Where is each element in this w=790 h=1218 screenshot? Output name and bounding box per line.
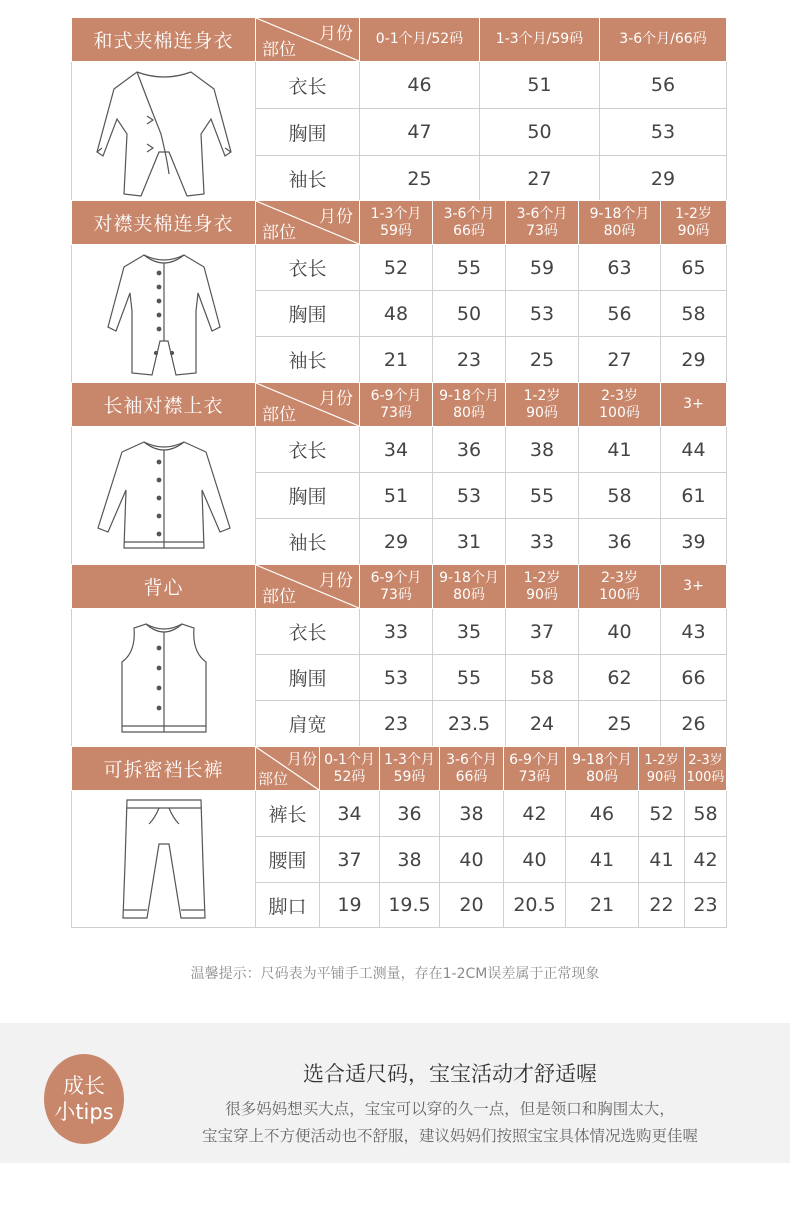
age-range: 9-18个月: [439, 569, 499, 586]
measure-value: 39: [661, 519, 727, 565]
corner-part-label: 部位: [262, 40, 296, 60]
age-range: 1-2岁: [523, 387, 561, 404]
measure-value: 34: [320, 791, 380, 837]
measure-value: 41: [566, 837, 639, 883]
age-range: 1-2岁: [675, 205, 712, 222]
header-corner: [256, 18, 360, 62]
measure-value: 36: [579, 519, 661, 565]
measure-value: 19.5: [380, 883, 440, 928]
age-range: 9-18个月: [589, 205, 650, 222]
size-code: 80码: [586, 768, 618, 785]
measure-value: 59: [506, 245, 579, 291]
size-column-header: [661, 565, 727, 609]
measure-value: 20: [440, 883, 504, 928]
header-corner: [256, 383, 360, 427]
measure-value: 40: [579, 609, 661, 655]
measure-value: 42: [685, 837, 727, 883]
measure-value: 46: [566, 791, 639, 837]
size-column-header: [433, 383, 506, 427]
measure-value: 47: [360, 109, 480, 156]
measure-value: 51: [480, 62, 600, 109]
measure-value: 41: [639, 837, 685, 883]
romper-outline-icon: [104, 249, 224, 379]
size-code: 80码: [603, 222, 636, 239]
size-code: 73码: [526, 222, 558, 239]
measure-label: 脚口: [256, 883, 320, 928]
corner-month-label: 月份: [319, 389, 353, 409]
measure-value: 22: [639, 883, 685, 928]
size-column-header: [433, 201, 506, 245]
measure-label: 胸围: [256, 655, 360, 701]
tips-line-1: 很多妈妈想买大点，宝宝可以穿的久一点，但是领口和胸围太大，: [225, 1100, 675, 1118]
measure-label: 袖长: [256, 156, 360, 202]
size-table-vest: [71, 564, 727, 747]
size-column-header: [320, 747, 380, 791]
measure-value: 29: [360, 519, 433, 565]
measure-value: 55: [506, 473, 579, 519]
size-code: 80码: [453, 586, 485, 603]
measure-value: 20.5: [504, 883, 566, 928]
size-column-header: [661, 383, 727, 427]
corner-month-label: 月份: [286, 750, 317, 768]
measure-value: 44: [661, 427, 727, 473]
age-range: 3-6个月: [446, 751, 497, 768]
size-column-header: [579, 201, 661, 245]
measure-value: 56: [600, 62, 727, 109]
age-range: 1-2岁: [523, 569, 561, 586]
size-code: 90码: [646, 769, 677, 785]
size-table-long-sleeve-top: [71, 382, 727, 565]
vest-outline-icon: [114, 618, 214, 738]
measure-value: 35: [433, 609, 506, 655]
size-code: 90码: [526, 404, 558, 421]
measure-value: 53: [506, 291, 579, 337]
measurement-note: 温馨提示：尺码表为平铺手工测量，存在1-2CM误差属于正常现象: [190, 966, 600, 982]
measure-value: 58: [506, 655, 579, 701]
measure-value: 36: [380, 791, 440, 837]
measure-value: 38: [380, 837, 440, 883]
size-column-header: [639, 747, 685, 791]
measure-value: 55: [433, 655, 506, 701]
product-name: 和式夹棉连身衣: [72, 18, 256, 62]
size-table-front-open-romper: [71, 200, 727, 383]
measure-value: 58: [661, 291, 727, 337]
product-name: 长袖对襟上衣: [72, 383, 256, 427]
size-code: 52码: [333, 768, 366, 785]
size-column-header: [685, 747, 727, 791]
size-code: 66码: [453, 222, 485, 239]
romper-outline-icon: [89, 64, 239, 199]
measure-value: 25: [360, 156, 480, 202]
measure-value: 37: [506, 609, 579, 655]
measure-value: 63: [579, 245, 661, 291]
corner-part-label: 部位: [258, 770, 289, 788]
measure-value: 65: [661, 245, 727, 291]
product-name: 对襟夹棉连身衣: [72, 201, 256, 245]
measure-value: 53: [433, 473, 506, 519]
age-range: 2-3岁: [688, 752, 723, 768]
measure-value: 24: [506, 701, 579, 747]
size-column-header: [440, 747, 504, 791]
age-range: 1-3个月: [370, 205, 422, 222]
age-range: 3-6个月: [443, 205, 495, 222]
corner-month-label: 月份: [319, 24, 353, 44]
measure-value: 40: [504, 837, 566, 883]
measure-value: 33: [506, 519, 579, 565]
size-column-header: [579, 383, 661, 427]
long-sleeve-top-illustration: [72, 427, 256, 565]
measure-label: 袖长: [256, 519, 360, 565]
measure-value: 62: [579, 655, 661, 701]
measure-label: 衣长: [256, 62, 360, 109]
measure-value: 53: [360, 655, 433, 701]
age-range: 1-2岁: [644, 752, 679, 768]
corner-month-label: 月份: [319, 571, 353, 591]
age-range: 2-3岁: [601, 569, 638, 586]
age-range: 3+: [683, 578, 704, 594]
pants-illustration: [72, 791, 256, 928]
size-table-kimono-romper: [71, 17, 727, 202]
size-column-header: [504, 747, 566, 791]
size-column-header: [506, 383, 579, 427]
measure-value: 58: [685, 791, 727, 837]
age-range: 2-3岁: [601, 387, 638, 404]
header-corner: [256, 565, 360, 609]
measure-value: 25: [579, 701, 661, 747]
measure-value: 21: [566, 883, 639, 928]
corner-part-label: 部位: [262, 405, 296, 425]
size-column-header: [360, 383, 433, 427]
measure-value: 55: [433, 245, 506, 291]
tips-line-2: 宝宝穿上不方便活动也不舒服，建议妈妈们按照宝宝具体情况选购更佳喔: [201, 1127, 698, 1145]
size-column-header: [433, 565, 506, 609]
age-range: 3-6个月: [516, 205, 568, 222]
measure-label: 肩宽: [256, 701, 360, 747]
size-code: 100码: [599, 586, 640, 603]
size-column-header: [380, 747, 440, 791]
measure-value: 58: [579, 473, 661, 519]
measure-value: 41: [579, 427, 661, 473]
measure-label: 衣长: [256, 245, 360, 291]
size-code: 90码: [526, 586, 558, 603]
corner-part-label: 部位: [262, 223, 296, 243]
age-range: 9-18个月: [439, 387, 499, 404]
measure-label: 衣长: [256, 609, 360, 655]
measure-value: 50: [480, 109, 600, 156]
size-column-header: [360, 201, 433, 245]
measure-value: 23: [360, 701, 433, 747]
tips-badge-line2: 小tips: [54, 1100, 114, 1124]
size-code: 59码: [380, 222, 412, 239]
size-column-header: [360, 565, 433, 609]
kimono-romper-illustration: [72, 62, 256, 202]
size-code: 73码: [380, 586, 412, 603]
measure-label: 胸围: [256, 109, 360, 156]
measure-value: 40: [440, 837, 504, 883]
measure-value: 31: [433, 519, 506, 565]
measure-value: 29: [661, 337, 727, 383]
header-corner: [256, 747, 320, 791]
measure-value: 46: [360, 62, 480, 109]
vest-illustration: [72, 609, 256, 747]
size-code: 66码: [455, 768, 488, 785]
measure-value: 26: [661, 701, 727, 747]
product-name: 可拆密裆长裤: [72, 747, 256, 791]
age-range: 9-18个月: [572, 751, 632, 768]
measure-value: 66: [661, 655, 727, 701]
measure-value: 52: [639, 791, 685, 837]
size-column-header: [506, 201, 579, 245]
measure-label: 衣长: [256, 427, 360, 473]
measure-label: 袖长: [256, 337, 360, 383]
size-code: 100码: [686, 769, 725, 785]
measure-value: 56: [579, 291, 661, 337]
measure-label: 胸围: [256, 473, 360, 519]
measure-value: 43: [661, 609, 727, 655]
measure-value: 19: [320, 883, 380, 928]
header-corner: [256, 201, 360, 245]
measure-value: 36: [433, 427, 506, 473]
measure-value: 38: [506, 427, 579, 473]
measure-value: 52: [360, 245, 433, 291]
measure-value: 33: [360, 609, 433, 655]
age-range: 6-9个月: [370, 387, 422, 404]
measure-value: 27: [480, 156, 600, 202]
measure-value: 27: [579, 337, 661, 383]
size-column-header: 1-3个月/59码: [480, 18, 600, 62]
measure-value: 23.5: [433, 701, 506, 747]
measure-label: 腰围: [256, 837, 320, 883]
measure-value: 48: [360, 291, 433, 337]
size-code: 59码: [393, 768, 426, 785]
age-range: 1-3个月: [384, 751, 435, 768]
measure-value: 29: [600, 156, 727, 202]
size-code: 100码: [599, 404, 640, 421]
measure-value: 23: [433, 337, 506, 383]
measure-value: 50: [433, 291, 506, 337]
size-column-header: [566, 747, 639, 791]
measure-value: 23: [685, 883, 727, 928]
measure-value: 25: [506, 337, 579, 383]
age-range: 6-9个月: [509, 751, 560, 768]
product-name: 背心: [72, 565, 256, 609]
age-range: 3+: [683, 396, 704, 412]
measure-label: 裤长: [256, 791, 320, 837]
corner-part-label: 部位: [262, 587, 296, 607]
size-code: 80码: [453, 404, 485, 421]
size-table-pants: [71, 746, 727, 928]
measure-value: 21: [360, 337, 433, 383]
corner-month-label: 月份: [319, 207, 353, 227]
size-column-header: 3-6个月/66码: [600, 18, 727, 62]
tips-badge-line1: 成长: [63, 1074, 105, 1098]
size-code: 73码: [518, 768, 551, 785]
measure-value: 53: [600, 109, 727, 156]
measure-value: 34: [360, 427, 433, 473]
size-code: 90码: [677, 222, 710, 239]
size-code: 73码: [380, 404, 412, 421]
front-open-romper-illustration: [72, 245, 256, 383]
measure-value: 61: [661, 473, 727, 519]
size-column-header: [579, 565, 661, 609]
measure-value: 38: [440, 791, 504, 837]
tips-badge: [44, 1054, 124, 1144]
tips-title: 选合适尺码，宝宝活动才舒适喔: [303, 1062, 597, 1086]
size-column-header: 0-1个月/52码: [360, 18, 480, 62]
measure-value: 37: [320, 837, 380, 883]
measure-value: 42: [504, 791, 566, 837]
size-column-header: [661, 201, 727, 245]
measure-value: 51: [360, 473, 433, 519]
age-range: 0-1个月: [324, 751, 375, 768]
size-column-header: [506, 565, 579, 609]
top-outline-icon: [94, 436, 234, 556]
age-range: 6-9个月: [370, 569, 422, 586]
measure-label: 胸围: [256, 291, 360, 337]
pants-outline-icon: [119, 794, 209, 924]
